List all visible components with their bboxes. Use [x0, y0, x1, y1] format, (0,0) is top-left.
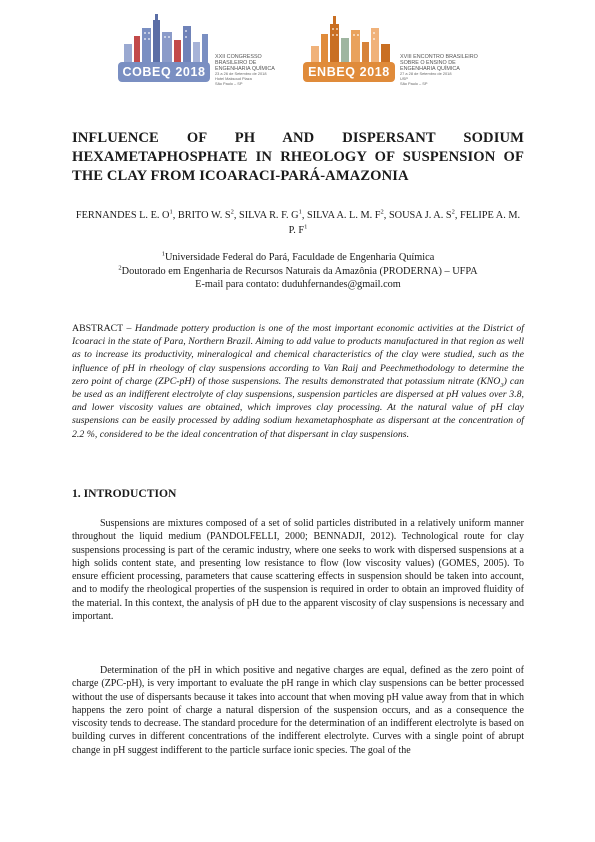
cobeq-logo-label: COBEQ 2018 — [118, 62, 210, 82]
enbeq-details: XVIII ENCONTRO BRASILEIRO SOBRE O ENSINO DE ENGENHARIA QUÍMICA 27 a 28 de Setembro de 2018 USP São Paulo – SP — [400, 54, 478, 86]
cobeq-details: XXII CONGRESSO BRASILEIRO DE ENGENHARIA QUÍMICA 23 a 26 de Setembro de 2018 Hotel Maksoud Plaza São Paulo – SP — [215, 54, 275, 86]
author: SILVA R. F. G — [239, 210, 299, 221]
author: FELIPE A. M. P. F — [288, 210, 521, 236]
author: FERNANDES L. E. O — [75, 210, 170, 221]
author: SILVA A. L. M. F — [306, 210, 381, 221]
author-list: FERNANDES L. E. $O^1$, BRITO W. $S^2$, SILVA R. F. $G^1$, SILVA A. L. M. $F^2$, SOUSA J. A. $S^2$, FELIPE A. M. P. $F^1$ — [75, 208, 521, 236]
body-paragraph: Determination of the pH in which positive and negative charges are equal, defined as the zero point of charge (ZPC-pH), is very important to evaluate the pH range in which clay suspensions can be better processed without the use of dispersants because it takes into account that when moving pH value away from that in which happens the zero point of charge a natural dispersion of the suspension occurs, and as a consequence the viscosity tends to decrease. The standard procedure for the determination of an indifferent electrolyte is based on building curves in different concentrations of the indifferent electrolyte. Curves with a single point of abrupt change in pH suggest indifferent to the particle surface ionic species. The goal of the — [72, 665, 524, 756]
conference-header — [0, 14, 595, 94]
enbeq-logo — [303, 14, 483, 94]
author: BRITO W. S — [177, 210, 231, 221]
cobeq-logo — [118, 14, 298, 94]
sao-paulo-skyline-icon — [122, 14, 210, 64]
contact-email: E-mail para contato: duduhfernandes@gmail.com — [195, 279, 401, 290]
affiliations — [72, 251, 524, 292]
sao-paulo-skyline-icon — [307, 14, 395, 64]
enbeq-logo-label: ENBEQ 2018 — [303, 62, 395, 82]
affiliation: $^1$Universidade Federal do Pará, Faculdade de Engenharia Química — [161, 250, 435, 263]
abstract: ABSTRACT – Handmade pottery production is one of the most important economic activities at the District of Icoaraci in the state of Para, Northern Brazil. Aiming to add value to products manufactured in that region as well as to increase its productivity, mineralogical and chemical characteristics of the clay were studied, such as the influence of pH in rheology of clay suspensions according to Van Raij and Peechmethodology to determine the zero point of charge (ZPC-pH) of those suspensions. The results demonstrated that potassium nitrate $(KNO_3)$ can be used as an indifferent electrolyte of clay suspensions, suspension particles are dispersed at pH values over 3.8, and lower viscosity values are obtained, which improves clay processing. At the natural value of pH clay suspensions can be easily processed by adding sodium hexametaphosphate as dispersant at the concentration of 2.2 %, considered to be the ideal concentration of that dispersant in clay suspensions. — [72, 323, 524, 440]
author: SOUSA J. A. S — [388, 210, 452, 221]
body-paragraph: Suspensions are mixtures composed of a set of solid particles distributed in a relatively uniform manner throughout the liquid medium (PANDOLFELLI, 2000; BENNADJI, 2012). Technological route for clay suspensions processing is part of the ceramic industry, where one seeks to work with dispersed suspensions at a high solids content state, and presenting low resistance to flow (low viscosity values) (GOMES, 2005). To ensure efficient processing, parameters that cause scattering effects in suspension should be taken into account, and to modify the rheological properties of the suspension is required in order to obtain an improved fluidity of the material. In this context, the analysis of pH due to the apparent viscosity of clay suspensions is necessary and important. — [72, 518, 524, 623]
abstract-label: ABSTRACT – — [72, 323, 132, 334]
paper-title: INFLUENCE OF PH AND DISPERSANT SODIUM HEXAMETAPHOSPHATE IN RHEOLOGY OF SUSPENSION OF THE CLAY FROM ICOARACI-PARÁ-AMAZONIA — [72, 130, 524, 184]
section-heading: 1. INTRODUCTION — [72, 487, 177, 500]
affiliation: $^2$Doutorado em Engenharia de Recursos Naturais da Amazônia (PRODERNA) – UFPA — [118, 264, 478, 277]
